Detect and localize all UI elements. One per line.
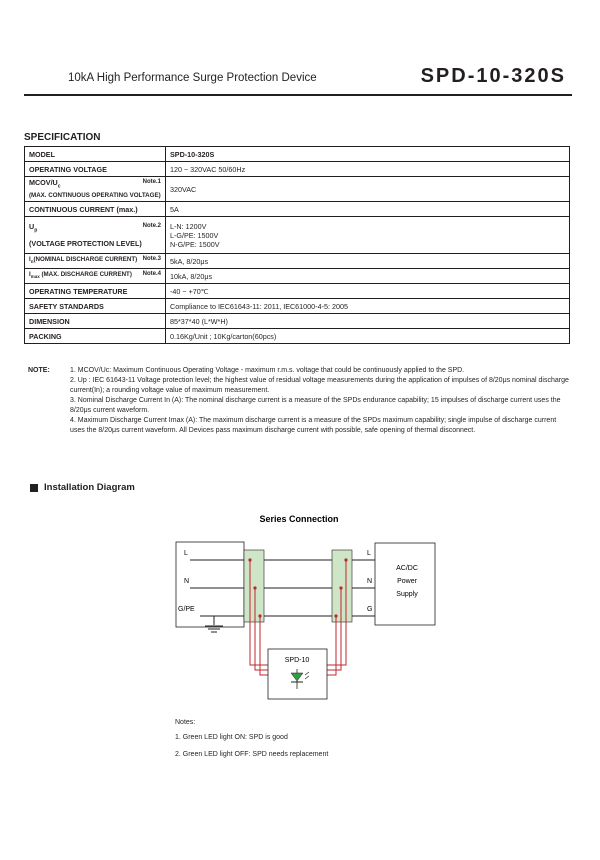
spec-key-text: I — [29, 256, 31, 264]
source-terminal-label: L — [184, 550, 188, 557]
terminal-block-left — [244, 550, 264, 622]
table-row — [25, 162, 570, 177]
table-row — [25, 177, 570, 202]
spec-title: SPECIFICATION — [24, 132, 101, 143]
table-row — [25, 284, 570, 299]
spec-value: 0.16Kg/Unit ; 10Kg/carton(60pcs) — [166, 329, 570, 344]
table-row — [25, 254, 570, 269]
table-row — [25, 202, 570, 217]
spec-key — [25, 254, 166, 269]
spec-key-text: I — [29, 271, 31, 279]
installation-title: Installation Diagram — [44, 482, 135, 493]
source-terminal-label: G/PE — [178, 606, 195, 613]
source-terminal-label: N — [184, 578, 190, 585]
bullet-square-icon — [30, 484, 38, 492]
spec-table — [24, 146, 570, 344]
header-rule — [24, 94, 572, 96]
spec-value: Compliance to IEC61643-11: 2011, IEC61000-4-5: 2005 — [166, 299, 570, 314]
spec-key-sub: p — [34, 227, 38, 234]
spec-value — [166, 217, 570, 254]
note-item: 4. Maximum Discharge Current Imax (A): The maximum discharge current is a measure of the SPDs maximum capability; single impulse of discharge current uses the 8/20μs current waveform. All Devices pass maximum discharge current with possible, safe opening of thermal disconnect. — [70, 417, 557, 434]
load-terminal-label: N — [367, 578, 373, 585]
product-model: SPD-10-320S — [420, 65, 566, 87]
spec-value: 85*37*40 (L*W*H) — [166, 314, 570, 329]
spec-value: 120 ~ 320VAC 50/60Hz — [166, 162, 570, 177]
table-row — [25, 269, 570, 284]
load-label-line: Supply — [396, 591, 418, 598]
spec-key-sub: c — [57, 183, 61, 190]
spec-value: 10kA, 8/20μs — [166, 269, 570, 284]
load-label-line: AC/DC — [396, 565, 418, 572]
table-row — [25, 314, 570, 329]
document-header — [24, 62, 572, 96]
spec-key-text: MCOV/U — [29, 177, 58, 187]
spec-value-line: N-G/PE: 1500V — [170, 239, 220, 249]
spec-value: -40 ~ +70℃ — [166, 284, 570, 299]
installation-heading — [30, 482, 135, 493]
note-ref: Note.3 — [142, 256, 161, 263]
spd-device-label: SPD-10 — [284, 657, 310, 664]
spec-key-rest: (MAX. DISCHARGE CURRENT) — [39, 271, 132, 279]
spec-key: OPERATING TEMPERATURE — [25, 284, 166, 299]
wiring-diagram — [0, 505, 600, 715]
load-label-line: Power — [397, 578, 417, 585]
spec-key: PACKING — [25, 329, 166, 344]
spec-key: CONTINUOUS CURRENT (max.) — [25, 202, 166, 217]
spec-key: OPERATING VOLTAGE — [25, 162, 166, 177]
diagram-notes — [175, 716, 328, 761]
table-row — [25, 329, 570, 344]
spec-value: SPD-10-320S — [166, 147, 570, 162]
spec-key-line2: (VOLTAGE PROTECTION LEVEL) — [29, 238, 142, 248]
load-terminal-label: G — [367, 606, 373, 613]
spec-key-text: U — [29, 222, 35, 232]
table-row — [25, 299, 570, 314]
spec-notes — [24, 366, 572, 436]
spec-key: SAFETY STANDARDS — [25, 299, 166, 314]
spec-key-rest: (NOMINAL DISCHARGE CURRENT) — [33, 256, 138, 264]
notes-label: NOTE: — [28, 367, 50, 374]
diagram-note-item: 1. Green LED light ON: SPD is good — [175, 734, 288, 741]
diagram-title: Series Connection — [259, 514, 339, 524]
spec-key — [25, 217, 166, 254]
note-item: 1. MCOV/Uc: Maximum Continuous Operating Voltage - maximum r.m.s. voltage that could be continuously applied to the SPD. — [70, 367, 465, 374]
spec-key — [25, 177, 166, 202]
product-subtitle: 10kA High Performance Surge Protection Device — [68, 72, 317, 84]
load-terminal-label: L — [367, 550, 371, 557]
spec-value-line: L-G/PE: 1500V — [170, 230, 219, 240]
spec-key-line2: (MAX. CONTINUOUS OPERATING VOLTAGE) — [29, 192, 161, 200]
spec-value: 5A — [166, 202, 570, 217]
note-ref: Note.1 — [142, 178, 161, 185]
diagram-notes-title: Notes: — [175, 719, 196, 726]
diagram-note-item: 2. Green LED light OFF: SPD needs replacement — [175, 751, 329, 758]
terminal-block-right — [332, 550, 352, 622]
table-row — [25, 147, 570, 162]
spec-key — [25, 269, 166, 284]
note-ref: Note.2 — [142, 223, 161, 230]
spec-key: DIMENSION — [25, 314, 166, 329]
spec-key-sub: max — [30, 274, 40, 280]
spec-value: 320VAC — [166, 177, 570, 202]
table-row — [25, 217, 570, 254]
spec-value-line: L-N: 1200V — [170, 221, 207, 231]
note-item: 3. Nominal Discharge Current In (A): The nominal discharge current is a measure of the SPDs endurance capability; 15 impulses of discharge current uses the 8/20μs current waveform. — [70, 397, 561, 414]
spec-value: 5kA, 8/20μs — [166, 254, 570, 269]
spec-key: MODEL — [25, 147, 166, 162]
spec-key-sub: n — [30, 259, 34, 265]
note-ref: Note.4 — [142, 271, 161, 278]
note-item: 2. Up : IEC 61643-11 Voltage protection level; the highest value of residual voltage measurements during the application of impulses of 8/20μs nominal discharge current(In); a rounding voltage value of maximum measurement. — [70, 377, 569, 394]
